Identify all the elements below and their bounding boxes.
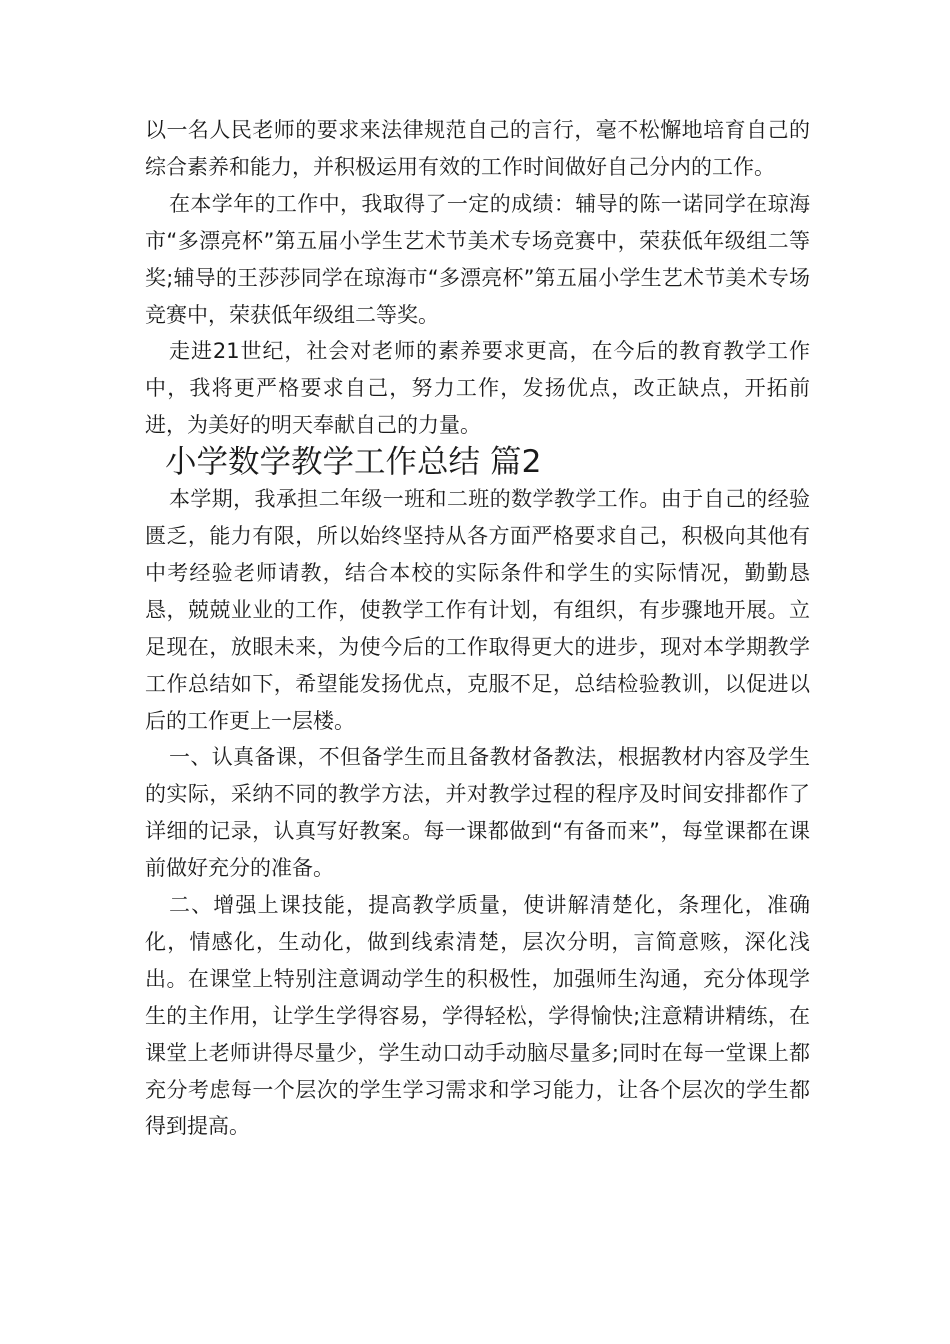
paragraph-conduct: 以一名人民老师的要求来法律规范自己的言行，毫不松懈地培育自己的综合素养和能力，并积极运用有效的工作时间做好自己分内的工作。 — [145, 118, 810, 179]
document-body — [145, 112, 810, 1145]
paragraph-future-outlook: 走进21世纪，社会对老师的素养要求更高，在今后的教育教学工作中，我将更严格要求自己，努力工作，发扬优点，改正缺点，开拓前进，为美好的明天奉献自己的力量。 — [145, 339, 810, 438]
paragraph-teaching-skills: 二、增强上课技能，提高教学质量，使讲解清楚化，条理化，准确化，情感化，生动化，做到线索清楚，层次分明，言简意赅，深化浅出。在课堂上特别注意调动学生的积极性，加强师生沟通，充分体现学生的主作用，让学生学得容易，学得轻松，学得愉快;注意精讲精练，在课堂上老师讲得尽量少，学生动口动手动脑尽量多;同时在每一堂课上都充分考虑每一个层次的学生学习需求和学习能力，让各个层次的学生都得到提高。 — [145, 893, 810, 1139]
paragraph-semester-intro: 本学期，我承担二年级一班和二班的数学教学工作。由于自己的经验匮乏，能力有限，所以始终坚持从各方面严格要求自己，积极向其他有中考经验老师请教，结合本校的实际条件和学生的实际情况，勤勤恳恳，兢兢业业的工作，使教学工作有计划，有组织，有步骤地开展。立足现在，放眼未来，为使今后的工作取得更大的进步，现对本学期教学工作总结如下，希望能发扬优点，克服不足，总结检验教训，以促进以后的工作更上一层楼。 — [145, 487, 810, 733]
paragraph-lesson-preparation: 一、认真备课，不但备学生而且备教材备教法，根据教材内容及学生的实际，采纳不同的教学方法，并对教学过程的程序及时间安排都作了详细的记录，认真写好教案。每一课都做到“有备而来”，每堂课都在课前做好充分的准备。 — [145, 745, 810, 881]
section-title: 小学数学教学工作总结 篇2 — [165, 444, 542, 481]
paragraph-achievements: 在本学年的工作中，我取得了一定的成绩：辅导的陈一诺同学在琼海市“多漂亮杯”第五届小学生艺术节美术专场竞赛中，荣获低年级组二等奖;辅导的王莎莎同学在琼海市“多漂亮杯”第五届小学生艺术节美术专场竞赛中，荣获低年级组二等奖。 — [145, 191, 810, 327]
